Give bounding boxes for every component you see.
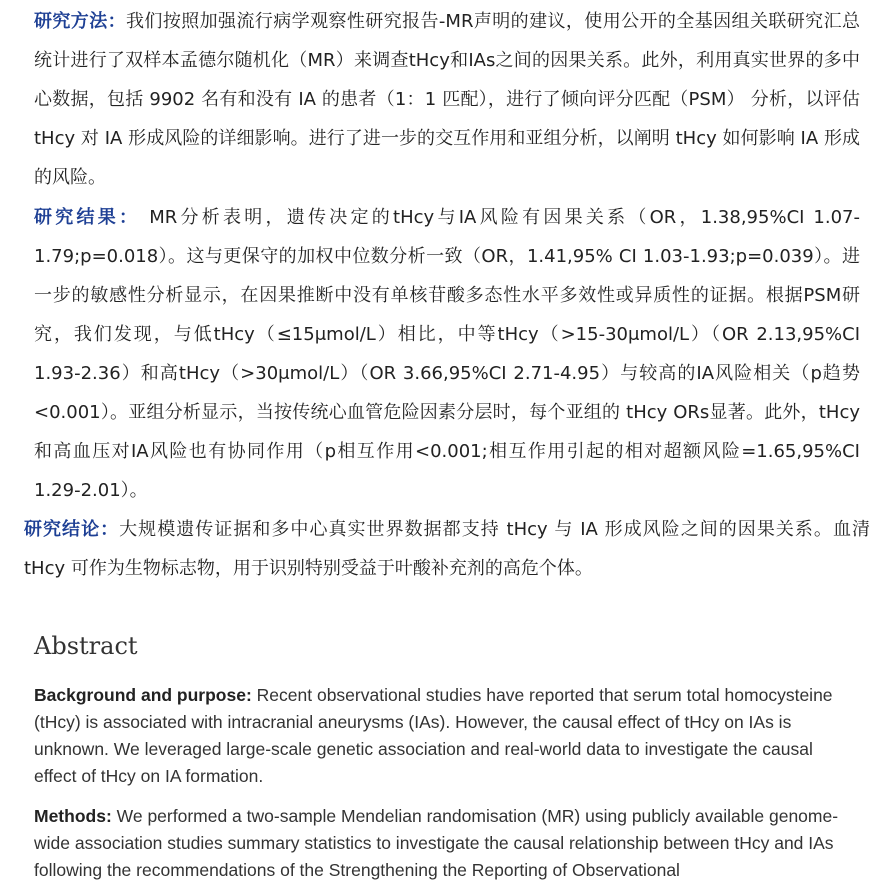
- background-paragraph-en: [34, 682, 854, 790]
- conclusions-label-zh: 研究结论：: [24, 519, 120, 540]
- conclusions-text-zh: 大规模遗传证据和多中心真实世界数据都支持 tHcy 与 IA 形成风险之间的因果关系。血清 tHcy 可作为生物标志物，用于识别特别受益于叶酸补充剂的高危个体。: [24, 519, 870, 579]
- background-text-en: Recent observational studies have reported that serum total homocysteine (tHcy) is associated with intracranial aneurysms (IAs). However, the causal effect of tHcy on IAs is unknown. We leveraged large-scale genetic association and real-world data to investigate the causal effect of tHcy on IA formation.: [34, 685, 833, 786]
- methods-paragraph-en: [34, 803, 854, 884]
- results-label-zh: 研究结果：: [34, 207, 141, 228]
- conclusions-paragraph-zh: [24, 510, 870, 588]
- methods-label-en: Methods:: [34, 806, 112, 826]
- results-paragraph-zh: [34, 198, 860, 510]
- methods-label-zh: 研究方法：: [34, 11, 127, 32]
- methods-text-zh: 我们按照加强流行病学观察性研究报告-MR声明的建议，使用公开的全基因组关联研究汇总统计进行了双样本孟德尔随机化（MR）来调查tHcy和IAs之间的因果关系。此外，利用真实世界的多中心数据，包括 9902 名有和没有 IA 的患者（1：1 匹配），进行了倾向评分匹配（PSM） 分析，以评估 tHcy 对 IA 形成风险的详细影响。进行了进一步的交互作用和亚组分析，以阐明 tHcy 如何影响 IA 形成的风险。: [34, 11, 860, 188]
- methods-paragraph-zh: [34, 2, 860, 197]
- background-label-en: Background and purpose:: [34, 685, 252, 705]
- abstract-heading: Abstract: [34, 632, 138, 660]
- methods-text-en: We performed a two-sample Mendelian randomisation (MR) using publicly available genome-wide association studies summary statistics to investigate the causal relationship between tHcy and IAs following the recommendations of the Strengthening the Reporting of Observational: [34, 806, 839, 880]
- results-text-zh: MR分析表明，遗传决定的tHcy与IA风险有因果关系（OR，1.38,95%CI 1.07-1.79;p=0.018）。这与更保守的加权中位数分析一致（OR，1.41,95% CI 1.03-1.93;p=0.039）。进一步的敏感性分析显示，在因果推断中没有单核苷酸多态性水平多效性或异质性的证据。根据PSM研究，我们发现，与低tHcy（≤15μmol/L）相比，中等tHcy（>15-30μmol/L）（OR 2.13,95%CI 1.93-2.36）和高tHcy（>30μmol/L）（OR 3.66,95%CI 2.71-4.95）与较高的IA风险相关（p趋势<0.001）。亚组分析显示，当按传统心血管危险因素分层时，每个亚组的 tHcy ORs显著。此外，tHcy和高血压对IA风险也有协同作用（p相互作用<0.001;相互作用引起的相对超额风险=1.65,95%CI 1.29-2.01）。: [34, 207, 860, 501]
